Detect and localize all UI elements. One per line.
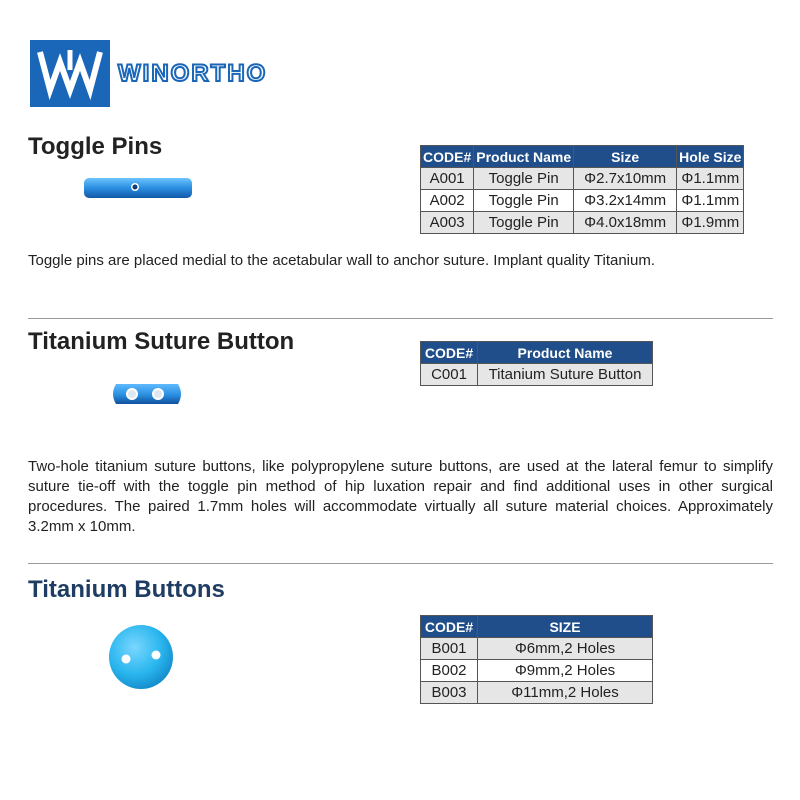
table-row — [421, 364, 653, 386]
cell-code: A003 — [421, 212, 474, 234]
header-size: Size — [574, 146, 677, 168]
suture-button-table — [420, 341, 653, 386]
cell-size: Φ2.7x10mm — [574, 168, 677, 190]
suture-button-image — [108, 380, 186, 413]
table-row — [421, 190, 744, 212]
toggle-pins-description: Toggle pins are placed medial to the acetabular wall to anchor suture. Implant quality Titanium. — [28, 252, 656, 269]
table-row — [421, 638, 653, 660]
section-title-toggle-pins: Toggle Pins — [28, 133, 163, 160]
cell-code: A002 — [421, 190, 474, 212]
header-code: CODE# — [421, 146, 474, 168]
titanium-button-image — [106, 622, 176, 697]
titanium-buttons-table — [420, 615, 653, 704]
cell-hole-size: Φ1.9mm — [677, 212, 744, 234]
header-code: CODE# — [421, 342, 478, 364]
section-title-titanium-buttons: Titanium Buttons — [28, 576, 225, 603]
section-divider — [28, 318, 773, 319]
table-row — [421, 682, 653, 704]
header-product-name: Product Name — [478, 342, 653, 364]
table-row — [421, 168, 744, 190]
cell-size: Φ6mm,2 Holes — [478, 638, 653, 660]
header-hole-size: Hole Size — [677, 146, 744, 168]
cell-product: Toggle Pin — [474, 168, 574, 190]
toggle-pins-table — [420, 145, 744, 234]
section-divider — [28, 563, 773, 564]
cell-code: B003 — [421, 682, 478, 704]
header-product-name: Product Name — [474, 146, 574, 168]
toggle-pin-image — [82, 175, 194, 206]
cell-code: C001 — [421, 364, 478, 386]
cell-hole-size: Φ1.1mm — [677, 190, 744, 212]
cell-size: Φ11mm,2 Holes — [478, 682, 653, 704]
cell-product: Titanium Suture Button — [478, 364, 653, 386]
cell-size: Φ4.0x18mm — [574, 212, 677, 234]
suture-button-description: Two-hole titanium suture buttons, like polypropylene suture buttons, are used at the lateral femur to simplify suture tie-off with the toggle pin method of hip luxation repair and find additional uses in other surgical procedures. The paired 1.7mm holes will accommodate virtually all suture material choices. Approximately 3.2mm x 10mm. — [28, 458, 773, 535]
cell-hole-size: Φ1.1mm — [677, 168, 744, 190]
cell-code: B002 — [421, 660, 478, 682]
cell-product: Toggle Pin — [474, 190, 574, 212]
header-size: SIZE — [478, 616, 653, 638]
section-title-suture-button: Titanium Suture Button — [28, 328, 295, 355]
cell-size: Φ3.2x14mm — [574, 190, 677, 212]
table-row — [421, 212, 744, 234]
cell-code: B001 — [421, 638, 478, 660]
cell-product: Toggle Pin — [474, 212, 574, 234]
table-row — [421, 660, 653, 682]
header-code: CODE# — [421, 616, 478, 638]
brand-name: WINORTHO — [118, 60, 268, 87]
cell-size: Φ9mm,2 Holes — [478, 660, 653, 682]
cell-code: A001 — [421, 168, 474, 190]
logo-mark — [30, 40, 110, 107]
